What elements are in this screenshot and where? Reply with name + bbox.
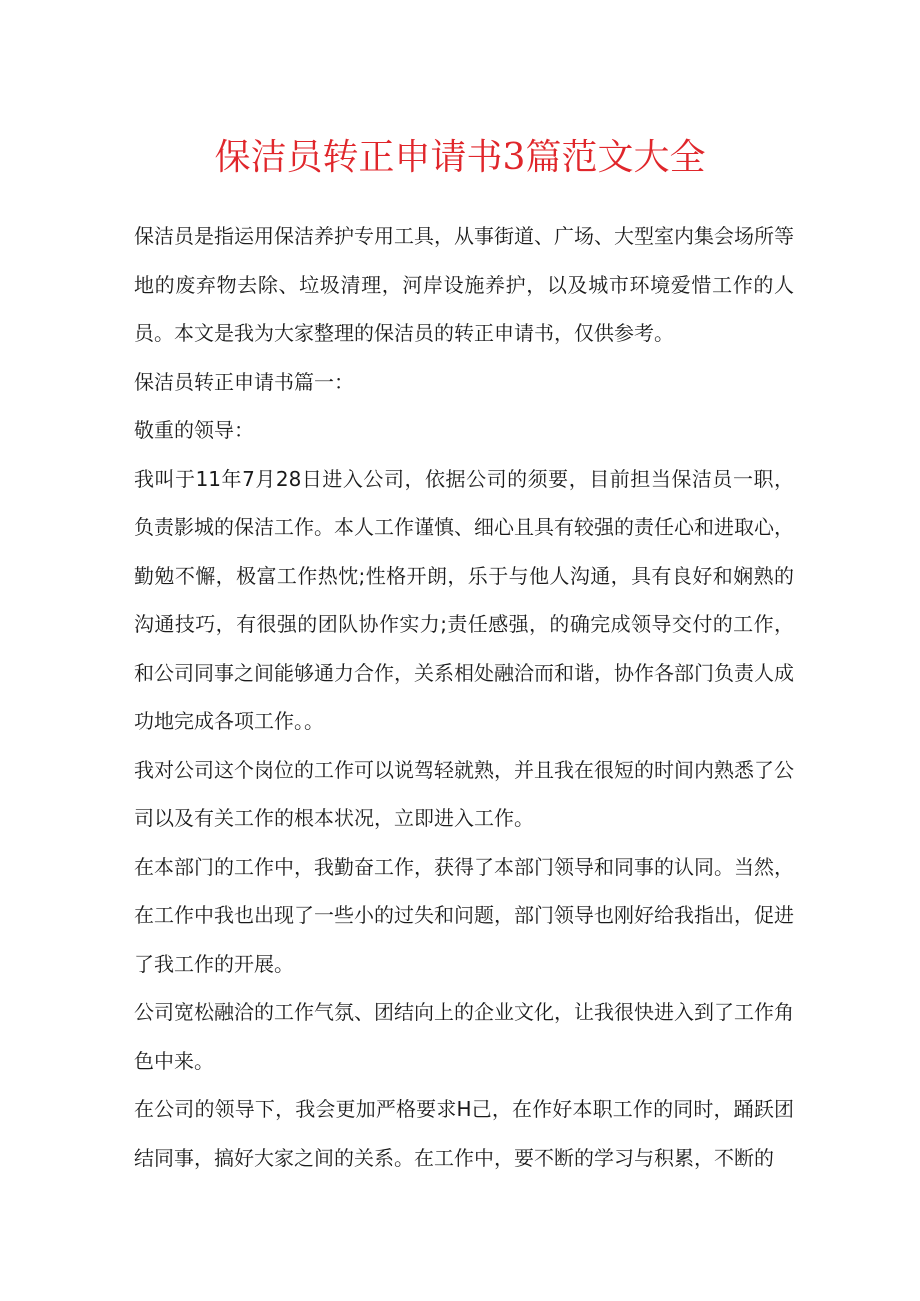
paragraph-section-heading: 保洁员转正申请书篇一：: [134, 369, 354, 394]
paragraph-salutation: 敬重的领导：: [134, 418, 254, 442]
paragraph-familiarity: 我对公司这个岗位的工作可以说驾轻就熟，并且我在很短的时间内熟悉了公司以及有关工作的根本状况，立即进入工作。: [134, 757, 794, 830]
paragraph-intro: 保洁员是指运用保洁养护专用工具，从事街道、广场、大型室内集会场所等地的废弃物去除、垃圾清理，河岸设施养护，以及城市环境爱惜工作的人员。本文是我为大家整理的保洁员的转正申请书，仅供参考。: [134, 224, 794, 345]
paragraph-self-introduction: 我叫于11年7月28日进入公司，依据公司的须要，目前担当保洁员一职，负责影城的保洁工作。本人工作谨慎、细心且具有较强的责任心和进取心，勤勉不懈，极富工作热忱;性格开朗，乐于与他人沟通，具有良好和娴熟的沟通技巧，有很强的团队协作实力;责任感强，的确完成领导交付的工作，和公司同事之间能够通力合作，关系相处融洽而和谐，协作各部门负责人成功地完成各项工作。。: [134, 466, 794, 733]
paragraph-company-culture: 公司宽松融洽的工作气氛、团结向上的企业文化，让我很快进入到了工作角色中来。: [134, 1000, 794, 1073]
document-body: [134, 212, 794, 1182]
paragraph-future-commitment: 在公司的领导下，我会更加严格要求H己，在作好本职工作的同时，踊跃团结同事，搞好大家之间的关系。在工作中，要不断的学习与积累，不断的: [134, 1097, 794, 1170]
document-title: 保洁员转正申请书3篇范文大全: [214, 137, 706, 178]
paragraph-department-work: 在本部门的工作中，我勤奋工作，获得了本部门领导和同事的认同。当然，在工作中我也出现了一些小的过失和问题，部门领导也刚好给我指出，促进了我工作的开展。: [134, 854, 794, 976]
